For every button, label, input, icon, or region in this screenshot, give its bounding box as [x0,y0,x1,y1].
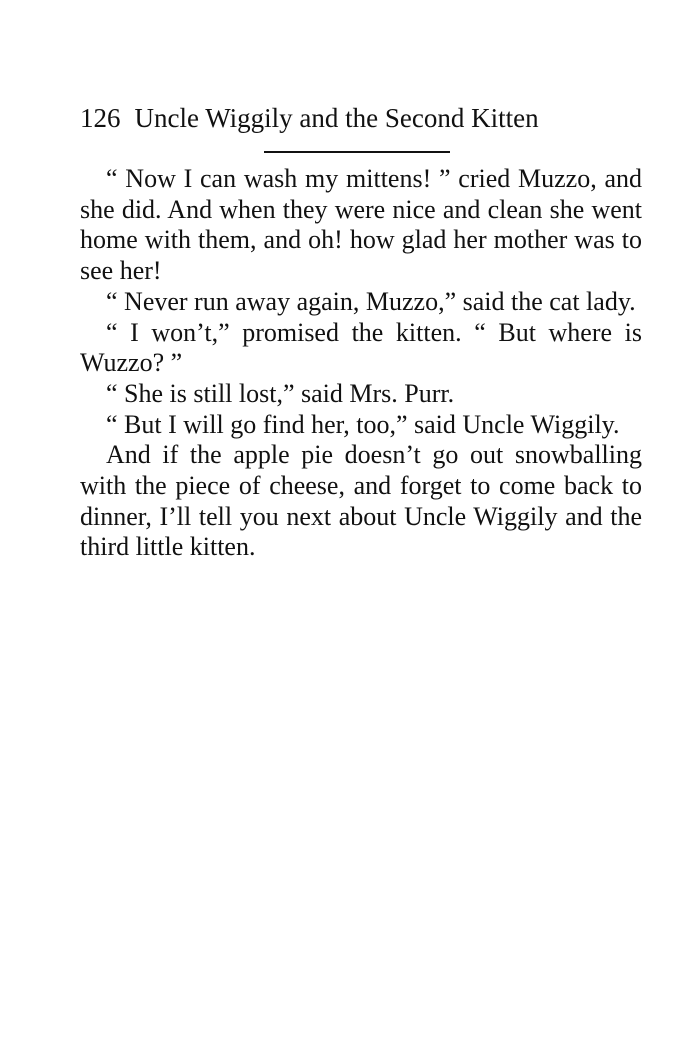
paragraph: And if the apple pie doesn’t go out snowballing with the piece of cheese, and forget to come back to dinner, I’ll tell you next about Uncle Wiggily and the third little kitten. [80,440,642,562]
paragraph: “ Now I can wash my mittens! ” cried Muzzo, and she did. And when they were nice and clean she went home with them, and oh! how glad her mother was to see her! [80,164,642,286]
paragraph: “ She is still lost,” said Mrs. Purr. [106,378,455,408]
body-text [80,164,642,563]
header-rule [264,151,450,153]
page-number: 126 [80,103,121,133]
running-title: Uncle Wiggily and the Second Kitten [134,103,539,133]
running-head [80,100,642,136]
paragraph: “ Never run away again, Muzzo,” said the cat lady. [106,286,636,316]
paragraph: “ But I will go find her, too,” said Uncle Wiggily. [106,409,620,439]
paragraph: “ I won’t,” promised the kitten. “ But where is Wuzzo? ” [80,317,642,378]
book-page [80,0,642,1061]
